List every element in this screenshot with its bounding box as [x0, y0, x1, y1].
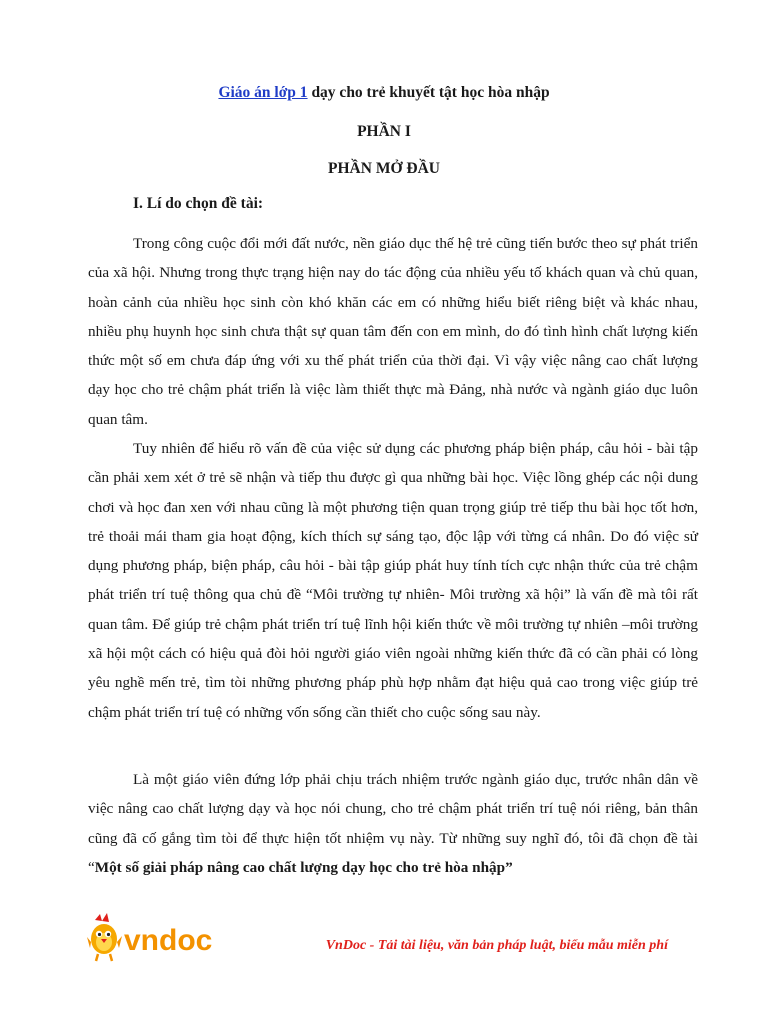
section-heading: I. Lí do chọn đề tài:	[133, 195, 264, 212]
paragraph-3	[88, 765, 698, 882]
mascot-icon	[87, 913, 122, 961]
title-link[interactable]: Giáo án lớp 1	[218, 84, 308, 101]
part-title: PHẦN MỞ ĐẦU	[328, 160, 440, 177]
vndoc-logo[interactable]	[87, 912, 232, 964]
paragraph-3-text: Là một giáo viên đứng lớp phải chịu trách nhiệm trước ngành giáo dục, trước nhân dân về việc nâng cao chất lượng dạy và học nói chung, cho trẻ chậm phát triển trí tuệ nói riêng, bản thân cũng đã cố gắng tìm tòi để thực hiện tốt nhiệm vụ này. Từ những suy nghĩ đó, tôi đã chọn đề tài “	[88, 771, 698, 876]
paragraph-2: Tuy nhiên để hiểu rõ vấn đề của việc sử dụng các phương pháp biện pháp, câu hỏi - bài tập cần phải xem xét ở trẻ sẽ nhận và tiếp thu được gì qua những bài học. Việc lồng ghép các nội dung chơi và học đan xen với nhau cũng là một phương tiện quan trọng giúp trẻ tiếp thu bài học tốt hơn, trẻ thoải mái tham gia hoạt động, kích thích sự sáng tạo, độc lập với từng cá nhân. Do đó việc sử dụng phương pháp, biện pháp, câu hỏi - bài tập giúp phát huy tính tích cực nhận thức của trẻ chậm phát triển trí tuệ thông qua chủ đề “Môi trường tự nhiên- Môi trường xã hội” là vấn đề mà tôi rất quan tâm. Để giúp trẻ chậm phát triển trí tuệ lĩnh hội kiến thức về môi trường tự nhiên –môi trường xã hội một cách có hiệu quả đòi hỏi người giáo viên ngoài những kiến thức đã có cần phải có lòng yêu nghề mến trẻ, tìm tòi những phương pháp phù hợp nhằm đạt hiệu quả cao trong việc giúp trẻ chậm phát triển trí tuệ có những vốn sống cần thiết cho cuộc sống sau này.	[88, 440, 698, 721]
footer-tagline: VnDoc - Tải tài liệu, văn bản pháp luật, biểu mẫu miễn phí	[325, 938, 668, 953]
paragraph-1: Trong công cuộc đổi mới đất nước, nền giáo dục thế hệ trẻ cũng tiến bước theo sự phát triển của xã hội. Nhưng trong thực trạng hiện nay do tác động của nhiều yếu tố khách quan và chủ quan, hoàn cảnh của nhiều học sinh còn khó khăn các em có những hiểu biết riêng biệt và khác nhau, nhiều phụ huynh học sinh chưa thật sự quan tâm đến con em mình, do đó tình hình chất lượng kiến thức một số em chưa đáp ứng với xu thế phát triển của thời đại. Vì vậy việc nâng cao chất lượng dạy học cho trẻ chậm phát triển là việc làm thiết thực mà Đảng, nhà nước và ngành giáo dục luôn quan tâm.	[88, 235, 698, 428]
vndoc-logo-icon	[87, 912, 232, 964]
paragraph-3-topic: Một số giải pháp nâng cao chất lượng dạy học cho trẻ hòa nhập	[94, 858, 506, 876]
logo-wordmark: vndoc	[124, 924, 213, 957]
part-label: PHẦN I	[357, 123, 411, 140]
title-text: dạy cho trẻ khuyết tật học hòa nhập	[307, 84, 550, 101]
document-title	[0, 84, 768, 102]
paragraph-3-close-quote: ”	[505, 858, 513, 876]
